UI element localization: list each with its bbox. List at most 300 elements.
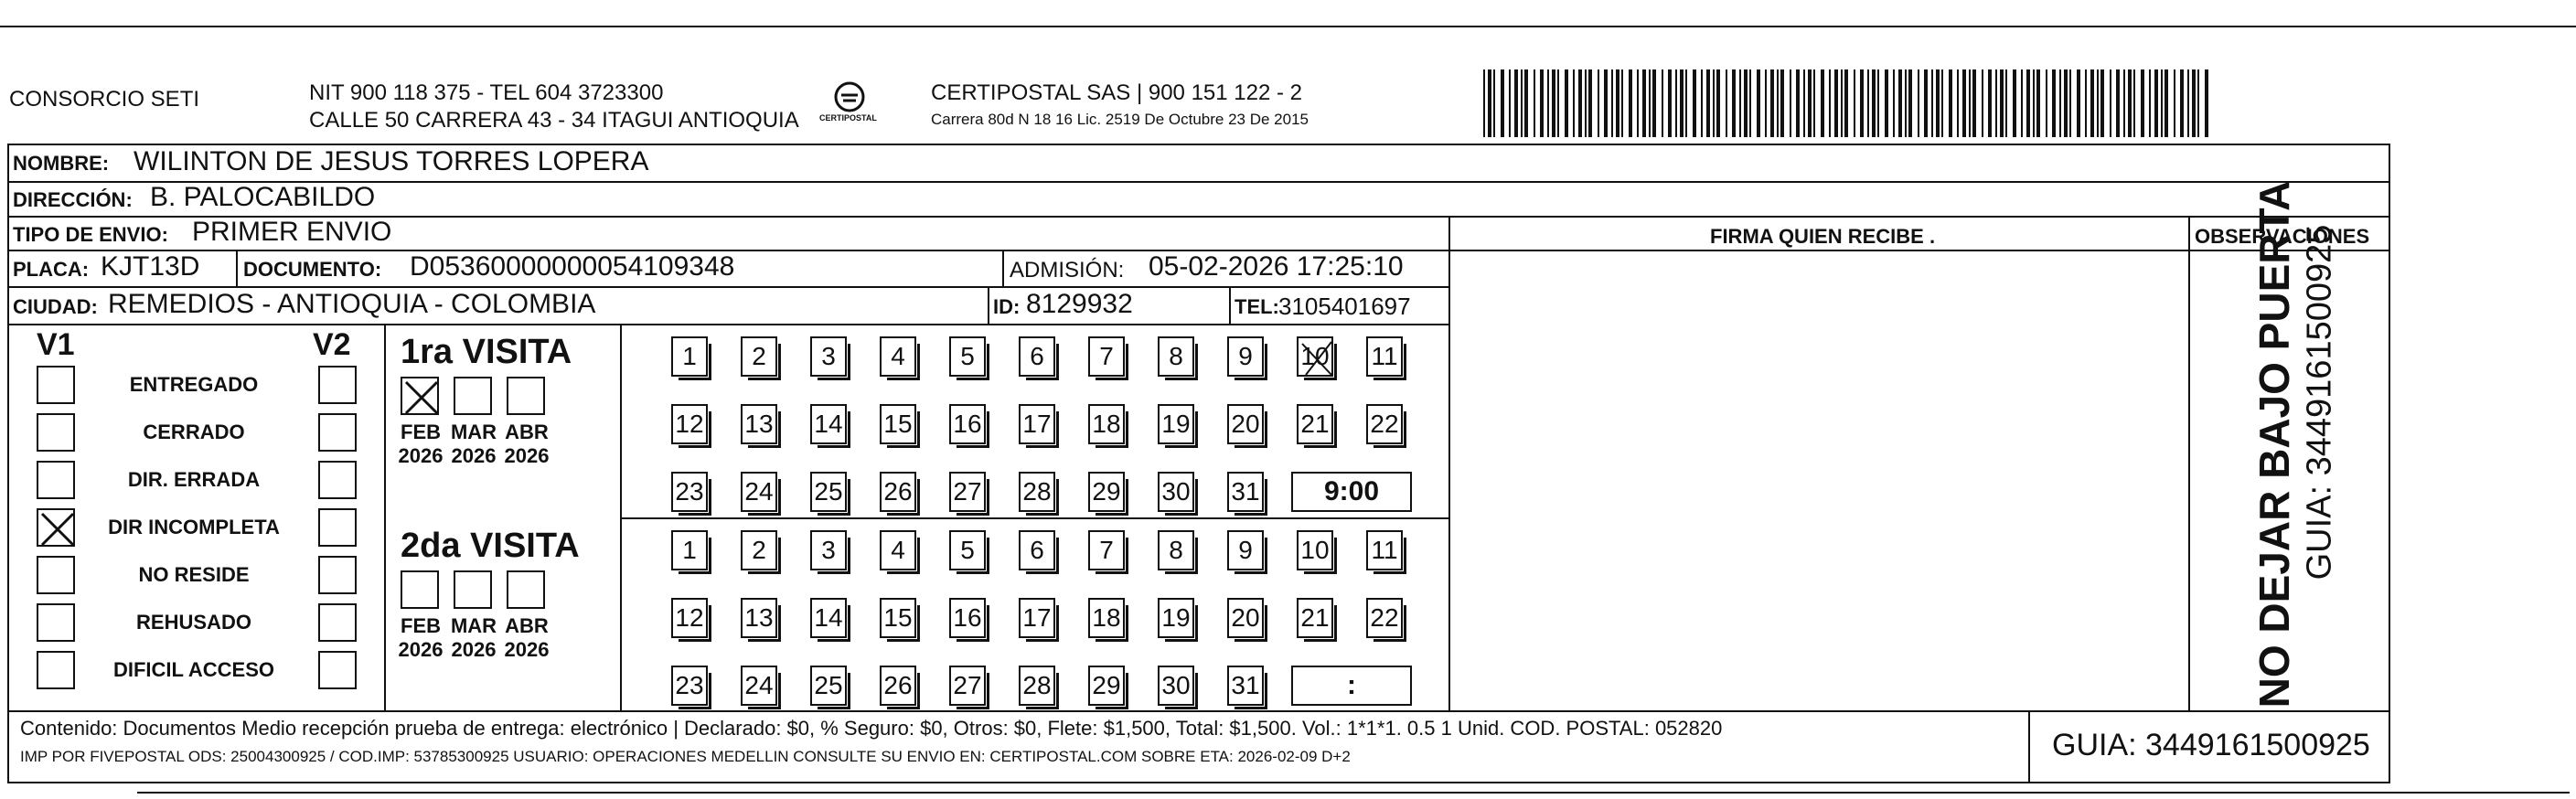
barcode-bar <box>1885 69 1888 137</box>
v1-checkbox[interactable] <box>37 603 75 642</box>
barcode-bar <box>1949 69 1952 137</box>
time-box[interactable]: : <box>1291 666 1412 706</box>
v1-label: V1 <box>37 327 75 362</box>
day-16-box[interactable] <box>949 404 986 444</box>
barcode-bar <box>1726 69 1727 137</box>
barcode-bar <box>2149 69 2151 137</box>
barcode-bar <box>1565 69 1568 137</box>
day-number: 6 <box>1030 342 1044 370</box>
day-20-box[interactable] <box>1227 404 1264 444</box>
day-number: 26 <box>883 671 913 699</box>
barcode-bar <box>2133 69 2135 137</box>
day-26-box[interactable] <box>880 666 916 706</box>
day-number: 17 <box>1022 603 1052 632</box>
status-label: DIR. ERRADA <box>127 468 261 491</box>
col-divider <box>1002 250 1004 286</box>
barcode-bar <box>2154 69 2158 137</box>
day-12-box[interactable] <box>671 598 708 638</box>
barcode-bar <box>1547 69 1549 137</box>
contenido-text: Contenido: Documentos Medio recepción prueba de entrega: electrónico | Declarado: $0, % Seguro: $0, Otros: $0, Flete: $1,500, Total: $1,500. Vol.: 1*1*1. 0.5 1 Unid. COD. POSTAL: 052820 <box>20 717 1723 740</box>
year-label: 2026 <box>451 638 497 661</box>
month-label: MAR <box>450 614 497 637</box>
barcode-bar <box>2100 69 2104 137</box>
x-mark-icon <box>402 378 441 417</box>
day-number: 8 <box>1169 536 1183 564</box>
id-value: 8129932 <box>1026 289 1133 319</box>
barcode-bar <box>1621 69 1623 137</box>
id-label: ID: <box>993 295 1021 318</box>
barcode-bar <box>1652 69 1656 137</box>
barcode-bar <box>2141 69 2144 137</box>
barcode-bar <box>2077 69 2080 137</box>
day-number: 2 <box>752 342 766 370</box>
day-15-box[interactable] <box>880 598 916 638</box>
day-number: 18 <box>1092 410 1121 438</box>
day-number: 5 <box>960 536 975 564</box>
month-checkbox[interactable] <box>401 570 439 609</box>
day-7-box[interactable] <box>1088 530 1125 570</box>
day-10-box[interactable] <box>1297 336 1333 377</box>
day-number: 11 <box>1371 342 1398 370</box>
barcode-bar <box>1604 69 1608 137</box>
status-label: ENTREGADO <box>129 373 259 396</box>
barcode-bar <box>1813 69 1815 137</box>
barcode-bar <box>2187 69 2189 137</box>
day-number: 28 <box>1022 477 1052 506</box>
barcode-bar <box>1514 69 1518 137</box>
barcode-bar <box>1841 69 1843 137</box>
day-number: 24 <box>744 477 774 506</box>
barcode-bar <box>1941 69 1943 137</box>
barcode-bar <box>1739 69 1741 137</box>
day-11-box[interactable] <box>1366 336 1403 377</box>
day-number: 23 <box>675 671 704 699</box>
month-label: FEB <box>401 614 441 637</box>
barcode-bar <box>1732 69 1736 137</box>
col-divider <box>2188 216 2190 710</box>
barcode-bar <box>1521 69 1523 137</box>
day-23-box[interactable] <box>671 666 708 706</box>
barcode-bar <box>2064 69 2068 137</box>
certipostal-logo <box>812 79 887 130</box>
day-number: 10 <box>1300 536 1330 564</box>
day-number: 4 <box>891 342 905 370</box>
day-9-box[interactable] <box>1227 336 1264 377</box>
barcode-bar <box>2164 69 2168 137</box>
v1-checkbox[interactable] <box>37 461 75 499</box>
day-number: 3 <box>821 342 836 370</box>
day-17-box[interactable] <box>1019 598 1055 638</box>
second-visit-title: 2da VISITA <box>401 527 580 565</box>
day-number: 4 <box>891 536 905 564</box>
v1-checkbox[interactable] <box>37 508 75 547</box>
day-12-box[interactable] <box>671 404 708 444</box>
day-number: 11 <box>1371 536 1398 564</box>
certipostal-line: CERTIPOSTAL SAS | 900 151 122 - 2 <box>931 80 1302 105</box>
v2-checkbox[interactable] <box>318 651 357 689</box>
day-2-box[interactable] <box>741 530 777 570</box>
barcode-bar <box>1957 69 1959 137</box>
day-30-box[interactable] <box>1158 472 1194 512</box>
barcode-bar <box>1744 69 1748 137</box>
day-number: 12 <box>675 603 704 632</box>
month-checkbox[interactable] <box>454 377 492 415</box>
barcode-bar <box>1685 69 1687 137</box>
day-8-box[interactable] <box>1158 336 1194 377</box>
v1-checkbox[interactable] <box>37 413 75 452</box>
barcode-bar <box>1829 69 1831 137</box>
row-divider <box>7 324 1448 325</box>
day-number: 6 <box>1030 536 1044 564</box>
day-1-box[interactable] <box>671 336 708 377</box>
barcode-bar <box>2085 69 2087 137</box>
direccion-label: DIRECCIÓN: <box>13 188 133 211</box>
barcode-bar <box>1972 69 1976 137</box>
day-number: 30 <box>1161 477 1191 506</box>
observaciones-label: OBSERVACIONES <box>2195 225 2370 248</box>
license-line: Carrera 80d N 18 16 Lic. 2519 De Octubre 23 De 2015 <box>931 111 1309 128</box>
col-divider <box>2028 710 2030 783</box>
barcode-bar <box>2021 69 2023 137</box>
imp-text: IMP POR FIVEPOSTAL ODS: 25004300925 / COD.IMP: 53785300925 USUARIO: OPERACIONES MEDELLIN CONSULTE SU ENVIO EN: CERTIPOSTAL.COM SOBRE ETA: 2026-02-09 D+2 <box>20 748 1351 765</box>
day-number: 19 <box>1161 603 1191 632</box>
day-13-box[interactable] <box>741 598 777 638</box>
guia-footer: GUIA: 3449161500925 <box>2052 728 2370 762</box>
day-5-box[interactable] <box>949 336 986 377</box>
day-31-box[interactable] <box>1227 666 1264 706</box>
day-22-box[interactable] <box>1366 404 1403 444</box>
col-divider <box>620 324 622 710</box>
month-label: FEB <box>401 421 441 443</box>
day-8-box[interactable] <box>1158 530 1194 570</box>
row-divider <box>7 710 2390 712</box>
barcode-bar <box>1834 69 1838 137</box>
day-number: 22 <box>1370 410 1399 438</box>
day-25-box[interactable] <box>810 666 847 706</box>
day-number: 9 <box>1238 342 1253 370</box>
barcode-bar <box>1872 69 1876 137</box>
col-divider <box>1229 286 1231 324</box>
day-11-box[interactable] <box>1366 530 1403 570</box>
address-line: CALLE 50 CARRERA 43 - 34 ITAGUI ANTIOQUIA <box>309 108 799 133</box>
day-number: 30 <box>1161 671 1191 699</box>
day-22-box[interactable] <box>1366 598 1403 638</box>
day-number: 23 <box>675 477 704 506</box>
day-21-box[interactable] <box>1297 598 1333 638</box>
day-number: 7 <box>1099 342 1114 370</box>
v2-checkbox[interactable] <box>318 366 357 404</box>
day-20-box[interactable] <box>1227 598 1264 638</box>
barcode-bar <box>1749 69 1751 137</box>
barcode-bar <box>1905 69 1907 137</box>
barcode-bar <box>1642 69 1646 137</box>
day-7-box[interactable] <box>1088 336 1125 377</box>
barcode-bar <box>1629 69 1632 137</box>
barcode-bar <box>1962 69 1966 137</box>
day-number: 27 <box>953 477 982 506</box>
barcode-bar <box>1770 69 1774 137</box>
tipo-value: PRIMER ENVIO <box>192 217 392 247</box>
day-3-box[interactable] <box>810 530 847 570</box>
day-19-box[interactable] <box>1158 404 1194 444</box>
row-divider <box>620 517 1448 519</box>
day-29-box[interactable] <box>1088 472 1125 512</box>
barcode-bar <box>1573 69 1575 137</box>
barcode-bar <box>1713 69 1715 137</box>
barcode-bar <box>1988 69 1992 137</box>
barcode-bar <box>1969 69 1971 137</box>
day-24-box[interactable] <box>741 472 777 512</box>
barcode-bar <box>2180 69 2184 137</box>
barcode-bar <box>2013 69 2016 137</box>
month-checkbox[interactable] <box>401 377 439 415</box>
day-30-box[interactable] <box>1158 666 1194 706</box>
barcode-bar <box>2090 69 2094 137</box>
day-number: 21 <box>1300 603 1330 632</box>
barcode-bar <box>2033 69 2035 137</box>
day-18-box[interactable] <box>1088 598 1125 638</box>
day-3-box[interactable] <box>810 336 847 377</box>
nombre-label: NOMBRE: <box>13 152 110 175</box>
x-mark-icon <box>38 510 77 549</box>
day-15-box[interactable] <box>880 404 916 444</box>
barcode-bar <box>1765 69 1767 137</box>
day-number: 10 <box>1300 342 1330 370</box>
barcode-bar <box>1706 69 1710 137</box>
day-number: 29 <box>1092 671 1121 699</box>
ciudad-label: CIUDAD: <box>13 295 98 318</box>
barcode-bar <box>2161 69 2163 137</box>
barcode-bar <box>1893 69 1895 137</box>
day-number: 25 <box>814 477 843 506</box>
barcode-bar <box>1808 69 1812 137</box>
day-21-box[interactable] <box>1297 404 1333 444</box>
day-number: 20 <box>1231 603 1260 632</box>
barcode-bar <box>2110 69 2111 137</box>
day-9-box[interactable] <box>1227 530 1264 570</box>
day-number: 27 <box>953 671 982 699</box>
barcode-bar <box>2069 69 2071 137</box>
barcode-bar <box>1844 69 1848 137</box>
day-number: 26 <box>883 477 913 506</box>
v1-checkbox[interactable] <box>37 651 75 689</box>
barcode-bar <box>2052 69 2056 137</box>
day-number: 13 <box>744 603 774 632</box>
v2-checkbox[interactable] <box>318 413 357 452</box>
day-number: 1 <box>682 536 697 564</box>
first-visit-title: 1ra VISITA <box>401 333 572 371</box>
day-number: 14 <box>814 410 843 438</box>
barcode-bar <box>1931 69 1933 137</box>
barcode <box>1483 69 2215 137</box>
day-number: 2 <box>752 536 766 564</box>
day-14-box[interactable] <box>810 404 847 444</box>
barcode-bar <box>1757 69 1760 137</box>
barcode-bar <box>1588 69 1592 137</box>
day-number: 20 <box>1231 410 1260 438</box>
year-label: 2026 <box>504 444 550 467</box>
barcode-bar <box>1918 69 1919 137</box>
barcode-bar <box>1995 69 1997 137</box>
day-16-box[interactable] <box>949 598 986 638</box>
col-divider <box>1448 216 1450 710</box>
day-10-box[interactable] <box>1297 530 1333 570</box>
barcode-bar <box>1534 69 1535 137</box>
time-box[interactable]: 9:00 <box>1291 472 1412 512</box>
year-label: 2026 <box>398 638 444 661</box>
barcode-bar <box>1860 69 1864 137</box>
day-17-box[interactable] <box>1019 404 1055 444</box>
company-name: CONSORCIO SETI <box>9 87 200 112</box>
status-label: NO RESIDE <box>138 563 250 586</box>
day-1-box[interactable] <box>671 530 708 570</box>
day-13-box[interactable] <box>741 404 777 444</box>
barcode-bar <box>1716 69 1720 137</box>
day-number: 3 <box>821 536 836 564</box>
status-label: DIFICIL ACCESO <box>112 658 274 681</box>
barcode-bar <box>1578 69 1582 137</box>
barcode-bar <box>1854 69 1855 137</box>
tel-label: TEL: <box>1235 295 1279 318</box>
day-29-box[interactable] <box>1088 666 1125 706</box>
v2-checkbox[interactable] <box>318 461 357 499</box>
barcode-bar <box>2097 69 2099 137</box>
nombre-value: WILINTON DE JESUS TORRES LOPERA <box>134 146 649 176</box>
day-number: 28 <box>1022 671 1052 699</box>
day-27-box[interactable] <box>949 666 986 706</box>
barcode-bar <box>2128 69 2132 137</box>
documento-value: D05360000000054109348 <box>410 251 735 282</box>
day-number: 31 <box>1231 477 1260 506</box>
firma-label: FIRMA QUIEN RECIBE . <box>1710 225 1936 248</box>
barcode-bar <box>2026 69 2030 137</box>
v2-checkbox[interactable] <box>318 556 357 594</box>
barcode-bar <box>2059 69 2061 137</box>
day-5-box[interactable] <box>949 530 986 570</box>
day-25-box[interactable] <box>810 472 847 512</box>
day-number: 15 <box>883 603 913 632</box>
barcode-bar <box>1524 69 1528 137</box>
month-checkbox[interactable] <box>507 570 545 609</box>
bottom-border <box>137 792 2570 794</box>
day-23-box[interactable] <box>671 472 708 512</box>
day-2-box[interactable] <box>741 336 777 377</box>
status-label: REHUSADO <box>136 611 251 634</box>
day-number: 13 <box>744 410 774 438</box>
barcode-bar <box>2192 69 2196 137</box>
barcode-bar <box>2036 69 2040 137</box>
v2-checkbox[interactable] <box>318 603 357 642</box>
barcode-bar <box>1675 69 1677 137</box>
col-divider <box>988 286 989 324</box>
barcode-bar <box>1552 69 1555 137</box>
barcode-bar <box>1649 69 1651 137</box>
placa-value: KJT13D <box>101 251 200 282</box>
nit-line: NIT 900 118 375 - TEL 604 3723300 <box>309 80 664 105</box>
barcode-bar <box>1777 69 1779 137</box>
month-label: ABR <box>505 614 549 637</box>
day-number: 8 <box>1169 342 1183 370</box>
tipo-label: TIPO DE ENVIO: <box>13 223 168 246</box>
barcode-bar <box>1557 69 1559 137</box>
day-4-box[interactable] <box>880 336 916 377</box>
direccion-value: B. PALOCABILDO <box>150 182 376 212</box>
barcode-bar <box>1668 69 1672 137</box>
month-checkbox[interactable] <box>454 570 492 609</box>
year-label: 2026 <box>398 444 444 467</box>
barcode-bar <box>1803 69 1805 137</box>
top-border <box>0 26 2576 27</box>
barcode-bar <box>1908 69 1912 137</box>
v2-checkbox[interactable] <box>318 508 357 547</box>
day-26-box[interactable] <box>880 472 916 512</box>
side-guia-text: GUIA: 3449161500925 <box>2300 224 2339 581</box>
year-label: 2026 <box>504 638 550 661</box>
month-checkbox[interactable] <box>507 377 545 415</box>
day-6-box[interactable] <box>1019 530 1055 570</box>
barcode-bar <box>2205 69 2208 137</box>
barcode-bar <box>1877 69 1879 137</box>
day-6-box[interactable] <box>1019 336 1055 377</box>
barcode-bar <box>2174 69 2175 137</box>
barcode-bar <box>1701 69 1703 137</box>
v1-checkbox[interactable] <box>37 556 75 594</box>
day-14-box[interactable] <box>810 598 847 638</box>
barcode-bar <box>1867 69 1869 137</box>
day-number: 22 <box>1370 603 1399 632</box>
documento-label: DOCUMENTO: <box>243 258 382 281</box>
day-24-box[interactable] <box>741 666 777 706</box>
month-label: MAR <box>450 421 497 443</box>
day-number: 17 <box>1022 410 1052 438</box>
day-19-box[interactable] <box>1158 598 1194 638</box>
barcode-bar <box>1616 69 1619 137</box>
day-number: 16 <box>953 603 982 632</box>
status-label: CERRADO <box>143 421 245 443</box>
barcode-bar <box>2123 69 2125 137</box>
barcode-bar <box>1540 69 1544 137</box>
row-divider <box>7 286 1448 288</box>
barcode-bar <box>1662 69 1663 137</box>
day-28-box[interactable] <box>1019 472 1055 512</box>
barcode-bar <box>2005 69 2007 137</box>
day-number: 29 <box>1092 477 1121 506</box>
placa-label: PLACA: <box>13 258 90 281</box>
day-28-box[interactable] <box>1019 666 1055 706</box>
barcode-bar <box>1501 69 1504 137</box>
barcode-bar <box>1637 69 1639 137</box>
barcode-bar <box>1483 69 1485 137</box>
barcode-bar <box>1488 69 1491 137</box>
barcode-bar <box>2046 69 2047 137</box>
v1-checkbox[interactable] <box>37 366 75 404</box>
day-31-box[interactable] <box>1227 472 1264 512</box>
day-4-box[interactable] <box>880 530 916 570</box>
day-number: 9 <box>1238 536 1253 564</box>
barcode-bar <box>1509 69 1511 137</box>
day-27-box[interactable] <box>949 472 986 512</box>
admision-value: 05-02-2026 17:25:10 <box>1149 251 1404 282</box>
ciudad-value: REMEDIOS - ANTIOQUIA - COLOMBIA <box>108 289 596 319</box>
day-18-box[interactable] <box>1088 404 1125 444</box>
v2-label: V2 <box>313 327 351 362</box>
day-number: 19 <box>1161 410 1191 438</box>
barcode-bar <box>1493 69 1495 137</box>
col-divider <box>236 250 238 286</box>
day-number: 31 <box>1231 671 1260 699</box>
month-label: ABR <box>505 421 549 443</box>
status-label: DIR INCOMPLETA <box>108 516 280 538</box>
